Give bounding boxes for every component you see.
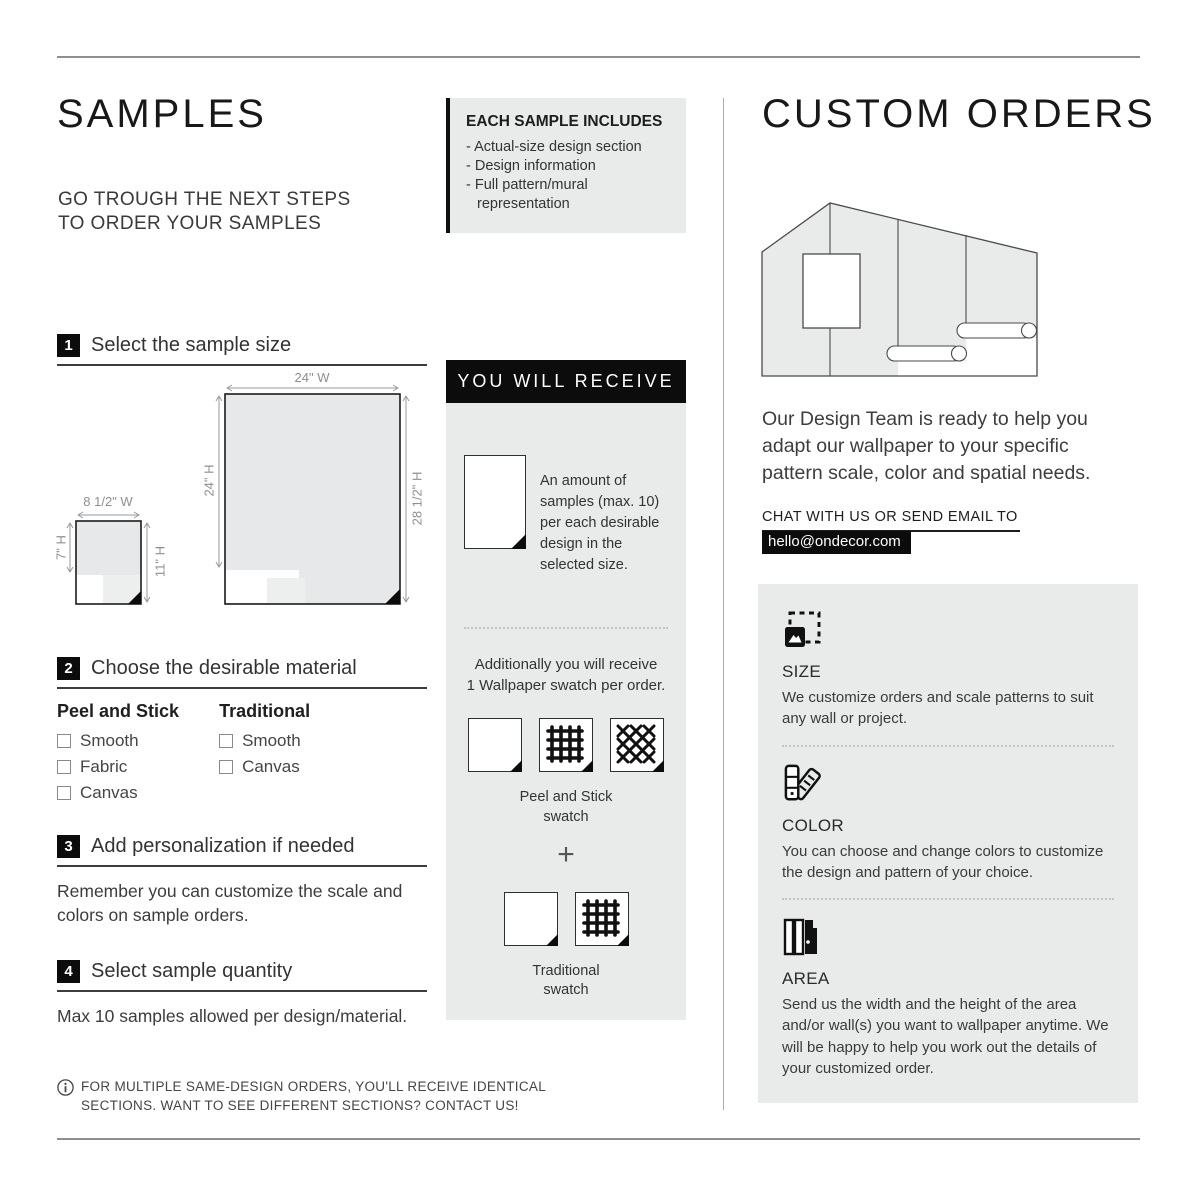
feature-color-text: You can choose and change colors to customize the design and pattern of your choice. (782, 842, 1104, 881)
step-3-header (57, 835, 427, 867)
step-3-label: Add personalization if needed (91, 835, 355, 857)
checkbox-peel-fabric[interactable] (57, 760, 71, 774)
samples-intro (58, 188, 351, 236)
samples-amount-row (464, 455, 668, 576)
step-4-number-badge: 4 (57, 960, 80, 983)
step-3-note: Remember you can customize the scale and colors on sample orders. (57, 881, 403, 925)
includes-title: EACH SAMPLE INCLUDES (466, 113, 663, 130)
step-4 (57, 960, 427, 1029)
peel-label-line1: Peel and Stick (519, 789, 613, 806)
feature-size-text: We customize orders and scale patterns to suit any wall or project. (782, 689, 1094, 728)
checkbox-peel-smooth[interactable] (57, 734, 71, 748)
step-3 (57, 835, 427, 927)
step-2 (57, 657, 427, 809)
checkbox-peel-canvas[interactable] (57, 786, 71, 800)
step-2-number-badge: 2 (57, 657, 80, 680)
color-icon (782, 764, 826, 804)
feature-color (782, 764, 1114, 884)
small-sample-right-height-label: 11" H (152, 545, 168, 578)
folded-corner-icon (617, 934, 629, 946)
includes-item: - Design information (466, 157, 674, 176)
grid-swatch-icon (575, 892, 629, 946)
additional-swatch-line1: Additionally you will receive (474, 656, 658, 674)
samples-amount-text: An amount of samples (max. 10) per each desirable design in the selected size. (540, 473, 660, 574)
small-sample-left-height-label: 7" H (53, 535, 69, 560)
checkbox-traditional-canvas[interactable] (219, 760, 233, 774)
material-group-title: Traditional (219, 701, 311, 721)
step-1-header (57, 334, 427, 366)
material-option-fabric (57, 757, 179, 777)
feature-color-title: COLOR (782, 815, 844, 835)
large-sample-right-height-label: 28 1/2" H (409, 471, 425, 526)
samples-intro-line1: GO TROUGH THE NEXT STEPS (58, 189, 351, 210)
material-group-peel-and-stick (57, 701, 179, 809)
step-2-header (57, 657, 427, 689)
folded-corner-icon (511, 534, 526, 549)
material-option-label: Smooth (242, 731, 301, 750)
peel-label-line2: swatch (543, 809, 589, 826)
folded-corner-icon (546, 934, 558, 946)
material-options (57, 701, 427, 809)
small-sample-width-label: 8 1/2" W (83, 494, 133, 509)
step-1 (57, 334, 427, 366)
material-option-smooth (57, 731, 179, 751)
step-2-label: Choose the desirable material (91, 657, 357, 679)
feature-area-text: Send us the width and the height of the area and/or wall(s) you want to wallpaper anytime. We will be happy to help you work out the details of your customized order. (782, 996, 1109, 1078)
additional-swatch-text (464, 655, 668, 696)
samples-title: SAMPLES (57, 92, 267, 136)
top-rule (57, 56, 1140, 58)
samples-intro-line2: TO ORDER YOUR SAMPLES (58, 212, 322, 234)
dotted-separator (464, 627, 668, 629)
footnote-text (81, 1078, 546, 1116)
feature-area-title: AREA (782, 969, 830, 989)
step-3-number-badge: 3 (57, 835, 80, 858)
material-option-label: Smooth (80, 731, 139, 750)
small-sample-sheet (76, 521, 141, 604)
window-shape (803, 254, 860, 328)
sample-size-diagram (53, 370, 457, 624)
footnote-line2: SECTIONS. WANT TO SEE DIFFERENT SECTIONS? CONTACT US! (81, 1097, 519, 1113)
folded-corner-icon (581, 760, 593, 772)
each-sample-includes-box (446, 98, 686, 233)
you-will-receive-panel (446, 403, 686, 1020)
feature-area (782, 917, 1114, 1079)
material-group-title: Peel and Stick (57, 701, 180, 721)
step-1-label: Select the sample size (91, 334, 292, 356)
area-icon (782, 917, 822, 957)
sample-sheet-icon (464, 455, 526, 549)
material-option-canvas (57, 783, 179, 803)
plus-sign: + (557, 837, 575, 871)
peel-and-stick-swatch-row (464, 718, 668, 772)
custom-orders-intro: Our Design Team is ready to help you adapt our wallpaper to your specific pattern scale, color and spatial needs. (762, 408, 1091, 484)
peel-and-stick-swatch-label (464, 788, 668, 827)
material-group-traditional (219, 701, 310, 809)
plain-swatch-icon (504, 892, 558, 946)
dotted-separator (782, 745, 1114, 747)
column-divider (723, 98, 724, 1110)
crosshatch-swatch-icon (610, 718, 664, 772)
folded-corner-icon (510, 760, 522, 772)
step-4-header (57, 960, 427, 992)
chat-with-us-label: CHAT WITH US OR SEND EMAIL TO (762, 509, 1020, 532)
size-icon (782, 610, 824, 650)
includes-item: - Actual-size design section (466, 138, 674, 157)
material-option-smooth (219, 731, 310, 751)
material-option-label: Canvas (80, 783, 138, 802)
feature-size-title: SIZE (782, 662, 821, 681)
traditional-label-line2: swatch (543, 982, 589, 999)
feature-size (782, 610, 1114, 730)
wallpaper-roll-bottom (887, 346, 967, 361)
large-sample-sheet (225, 394, 400, 604)
custom-orders-title: CUSTOM ORDERS (762, 92, 1156, 136)
step-1-number-badge: 1 (57, 334, 80, 357)
large-sample-width-label: 24" W (294, 370, 330, 385)
custom-orders-card (758, 584, 1138, 1103)
checkbox-traditional-smooth[interactable] (219, 734, 233, 748)
footnote-line1: FOR MULTIPLE SAME-DESIGN ORDERS, YOU'LL RECEIVE IDENTICAL (81, 1079, 547, 1094)
wallpaper-roll-top (957, 323, 1037, 338)
email-link[interactable]: hello@ondecor.com (762, 531, 911, 554)
wallpaper-wall-illustration (760, 195, 1042, 383)
large-sample-left-height-label: 24" H (201, 464, 217, 497)
folded-corner-icon (652, 760, 664, 772)
footnote (57, 1078, 547, 1116)
includes-item: - Full pattern/mural representation (466, 176, 674, 214)
traditional-swatch-row (464, 892, 668, 946)
dotted-separator (782, 898, 1114, 900)
step-4-note: Max 10 samples allowed per design/material. (57, 1006, 408, 1026)
you-will-receive-header: YOU WILL RECEIVE (446, 360, 686, 403)
material-option-label: Canvas (242, 757, 300, 776)
material-option-label: Fabric (80, 757, 128, 776)
material-option-canvas (219, 757, 310, 777)
info-icon (57, 1079, 74, 1096)
bottom-rule (57, 1138, 1140, 1140)
plain-swatch-icon (468, 718, 522, 772)
step-4-label: Select sample quantity (91, 960, 293, 982)
traditional-swatch-label (464, 962, 668, 1001)
additional-swatch-line2: 1 Wallpaper swatch per order. (466, 676, 666, 694)
grid-swatch-icon (539, 718, 593, 772)
traditional-label-line1: Traditional (532, 962, 600, 979)
